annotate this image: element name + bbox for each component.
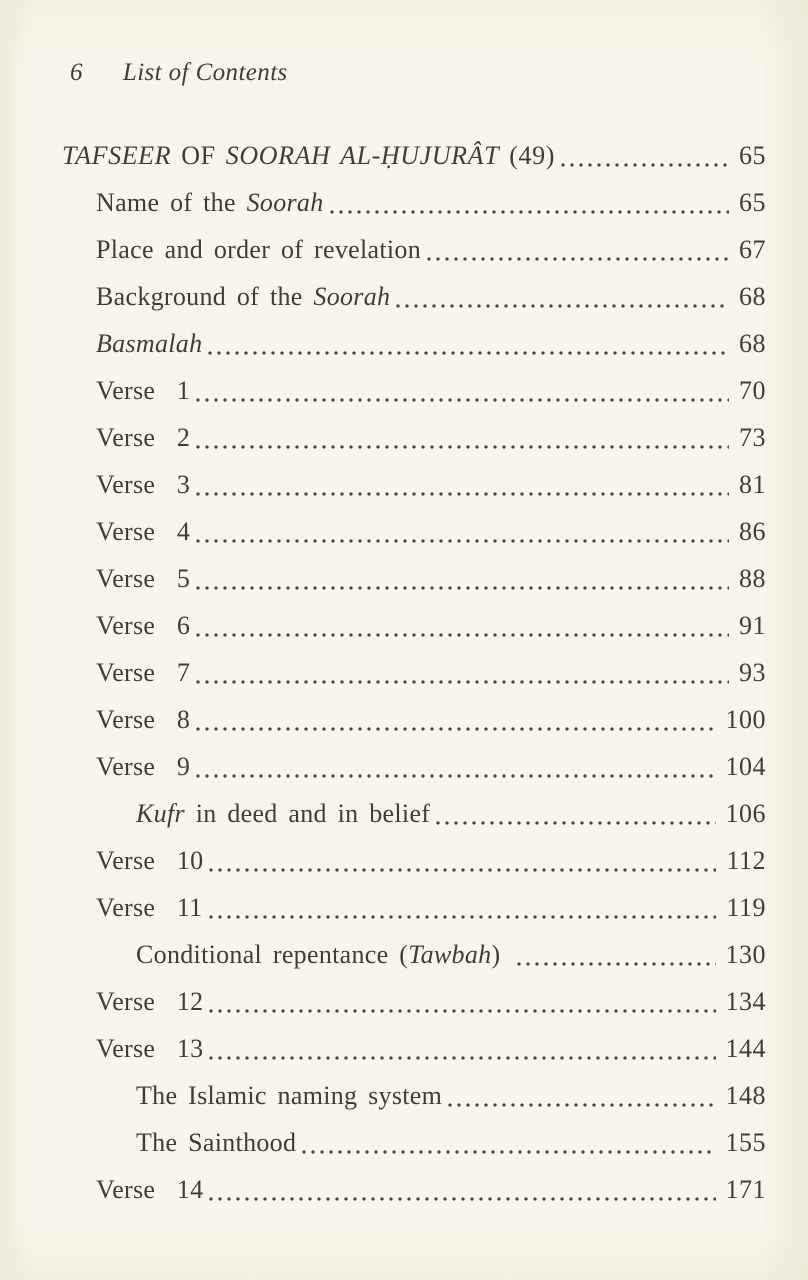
toc-row xyxy=(0,551,808,598)
running-head xyxy=(70,58,288,88)
dot-leader xyxy=(196,492,729,496)
toc-label-segment: Place and order of revelation xyxy=(96,235,422,264)
toc-label-segment: Verse 12 xyxy=(96,987,204,1016)
dot-leader xyxy=(561,163,729,167)
toc-label-segment: Verse 3 xyxy=(96,470,191,499)
toc-page-number: 91 xyxy=(739,611,766,640)
toc-entry-label xyxy=(96,425,190,451)
toc-page-number: 106 xyxy=(725,799,766,828)
folio-page-number: 6 xyxy=(70,59,83,86)
toc-row xyxy=(0,457,808,504)
toc-row xyxy=(0,645,808,692)
toc-label-segment: Verse 13 xyxy=(96,1034,204,1063)
toc-entry-label xyxy=(96,613,190,639)
toc-page-number: 171 xyxy=(725,1175,766,1204)
running-title: List of Contents xyxy=(122,59,288,86)
toc-entry-label xyxy=(96,519,190,545)
toc-label-italic-segment: Kufr xyxy=(136,799,185,828)
toc-row xyxy=(0,880,808,927)
dot-leader xyxy=(196,633,729,637)
dot-leader xyxy=(208,351,729,355)
toc-page-number: 65 xyxy=(739,141,766,170)
toc-label-segment: Verse 6 xyxy=(96,611,191,640)
toc-page-number: 93 xyxy=(739,658,766,687)
dot-leader xyxy=(448,1103,715,1107)
toc-label-segment: The Sainthood xyxy=(136,1128,297,1157)
toc-label-segment: Verse 2 xyxy=(96,423,191,452)
toc-row xyxy=(0,410,808,457)
dot-leader xyxy=(517,962,715,966)
toc-entry-label xyxy=(96,660,190,686)
toc-label-segment: Name of the xyxy=(96,188,247,217)
toc-row xyxy=(0,598,808,645)
toc-label-segment: ) xyxy=(491,940,512,969)
toc-label-segment: Verse 8 xyxy=(96,705,191,734)
toc-row xyxy=(0,1162,808,1209)
dot-leader xyxy=(196,445,729,449)
toc-row xyxy=(0,833,808,880)
toc-label-segment: Background of the xyxy=(96,282,314,311)
dot-leader xyxy=(436,821,715,825)
toc-row xyxy=(0,974,808,1021)
toc-entry-label xyxy=(96,378,190,404)
toc-page-number: 155 xyxy=(725,1128,766,1157)
toc-row xyxy=(0,175,808,222)
toc-row xyxy=(0,1068,808,1115)
dot-leader xyxy=(196,398,729,402)
toc-row xyxy=(0,927,808,974)
toc-entry-label xyxy=(96,284,390,310)
toc-row xyxy=(0,786,808,833)
toc-entry-label xyxy=(136,1083,442,1109)
toc-label-segment: The Islamic naming system xyxy=(136,1081,443,1110)
dot-leader xyxy=(196,539,729,543)
dot-leader xyxy=(427,257,729,261)
toc-row xyxy=(0,504,808,551)
toc-label-segment: Verse 1 xyxy=(96,376,191,405)
toc-page-number: 130 xyxy=(725,940,766,969)
toc-page-number: 70 xyxy=(739,376,766,405)
toc-entry-label xyxy=(136,942,511,968)
toc-entry-label xyxy=(96,895,203,921)
dot-leader xyxy=(196,586,729,590)
toc-entry-label xyxy=(96,707,190,733)
toc-entry-label xyxy=(136,1130,296,1156)
toc-label-italic-segment: Soorah xyxy=(313,282,391,311)
dot-leader xyxy=(302,1150,715,1154)
toc-page-number: 104 xyxy=(725,752,766,781)
toc-page-number: 100 xyxy=(725,705,766,734)
toc-label-italic-segment: Basmalah xyxy=(96,329,203,358)
toc-entry-label xyxy=(62,143,555,169)
toc-page-number: 88 xyxy=(739,564,766,593)
dot-leader xyxy=(196,680,729,684)
dot-leader xyxy=(209,1197,715,1201)
toc-label-segment: Verse 9 xyxy=(96,752,191,781)
toc-page-number: 68 xyxy=(739,282,766,311)
dot-leader xyxy=(209,915,717,919)
dot-leader xyxy=(196,774,715,778)
toc-entry-label xyxy=(96,848,203,874)
toc-entry-label xyxy=(96,566,190,592)
toc-page-number: 73 xyxy=(739,423,766,452)
toc-page-number: 119 xyxy=(726,893,766,922)
dot-leader xyxy=(196,727,715,731)
dot-leader xyxy=(330,210,729,214)
toc-label-segment: in deed and in belief xyxy=(184,799,431,828)
toc-row xyxy=(0,363,808,410)
toc-row xyxy=(0,222,808,269)
toc-entry-label xyxy=(96,754,190,780)
toc-label-segment: Verse 14 xyxy=(96,1175,204,1204)
toc-row xyxy=(0,316,808,363)
toc-label-segment: Conditional repentance ( xyxy=(136,940,409,969)
toc-row xyxy=(0,128,808,175)
toc-label-segment: Verse 4 xyxy=(96,517,191,546)
toc-entry-label xyxy=(96,989,203,1015)
toc-label-segment: (49) xyxy=(499,141,556,170)
toc-page-number: 144 xyxy=(725,1034,766,1063)
toc-entry-label xyxy=(96,1177,203,1203)
toc-list xyxy=(0,128,808,1209)
dot-leader xyxy=(209,868,716,872)
toc-label-segment: OF xyxy=(171,141,226,170)
toc-entry-label xyxy=(136,801,430,827)
toc-label-italic-segment: SOORAH AL-ḤUJURÂT xyxy=(225,141,500,170)
toc-entry-label xyxy=(96,190,324,216)
toc-page-number: 86 xyxy=(739,517,766,546)
toc-entry-label xyxy=(96,237,421,263)
toc-label-segment: Verse 11 xyxy=(96,893,203,922)
toc-label-italic-segment: Tawbah xyxy=(408,940,492,969)
toc-row xyxy=(0,692,808,739)
toc-label-segment: Verse 7 xyxy=(96,658,191,687)
toc-label-italic-segment: Soorah xyxy=(246,188,324,217)
toc-page-number: 134 xyxy=(725,987,766,1016)
toc-label-segment: Verse 10 xyxy=(96,846,204,875)
toc-label-segment: Verse 5 xyxy=(96,564,191,593)
toc-entry-label xyxy=(96,472,190,498)
dot-leader xyxy=(209,1056,715,1060)
toc-page-number: 81 xyxy=(739,470,766,499)
toc-page-number: 67 xyxy=(739,235,766,264)
toc-row xyxy=(0,269,808,316)
toc-label-italic-segment: TAFSEER xyxy=(62,141,172,170)
toc-page-number: 112 xyxy=(726,846,766,875)
dot-leader xyxy=(396,304,729,308)
toc-row xyxy=(0,1021,808,1068)
toc-page-number: 148 xyxy=(725,1081,766,1110)
toc-row xyxy=(0,1115,808,1162)
toc-page-number: 68 xyxy=(739,329,766,358)
toc-entry-label xyxy=(96,331,202,357)
dot-leader xyxy=(209,1009,715,1013)
toc-row xyxy=(0,739,808,786)
toc-page-number: 65 xyxy=(739,188,766,217)
toc-entry-label xyxy=(96,1036,203,1062)
